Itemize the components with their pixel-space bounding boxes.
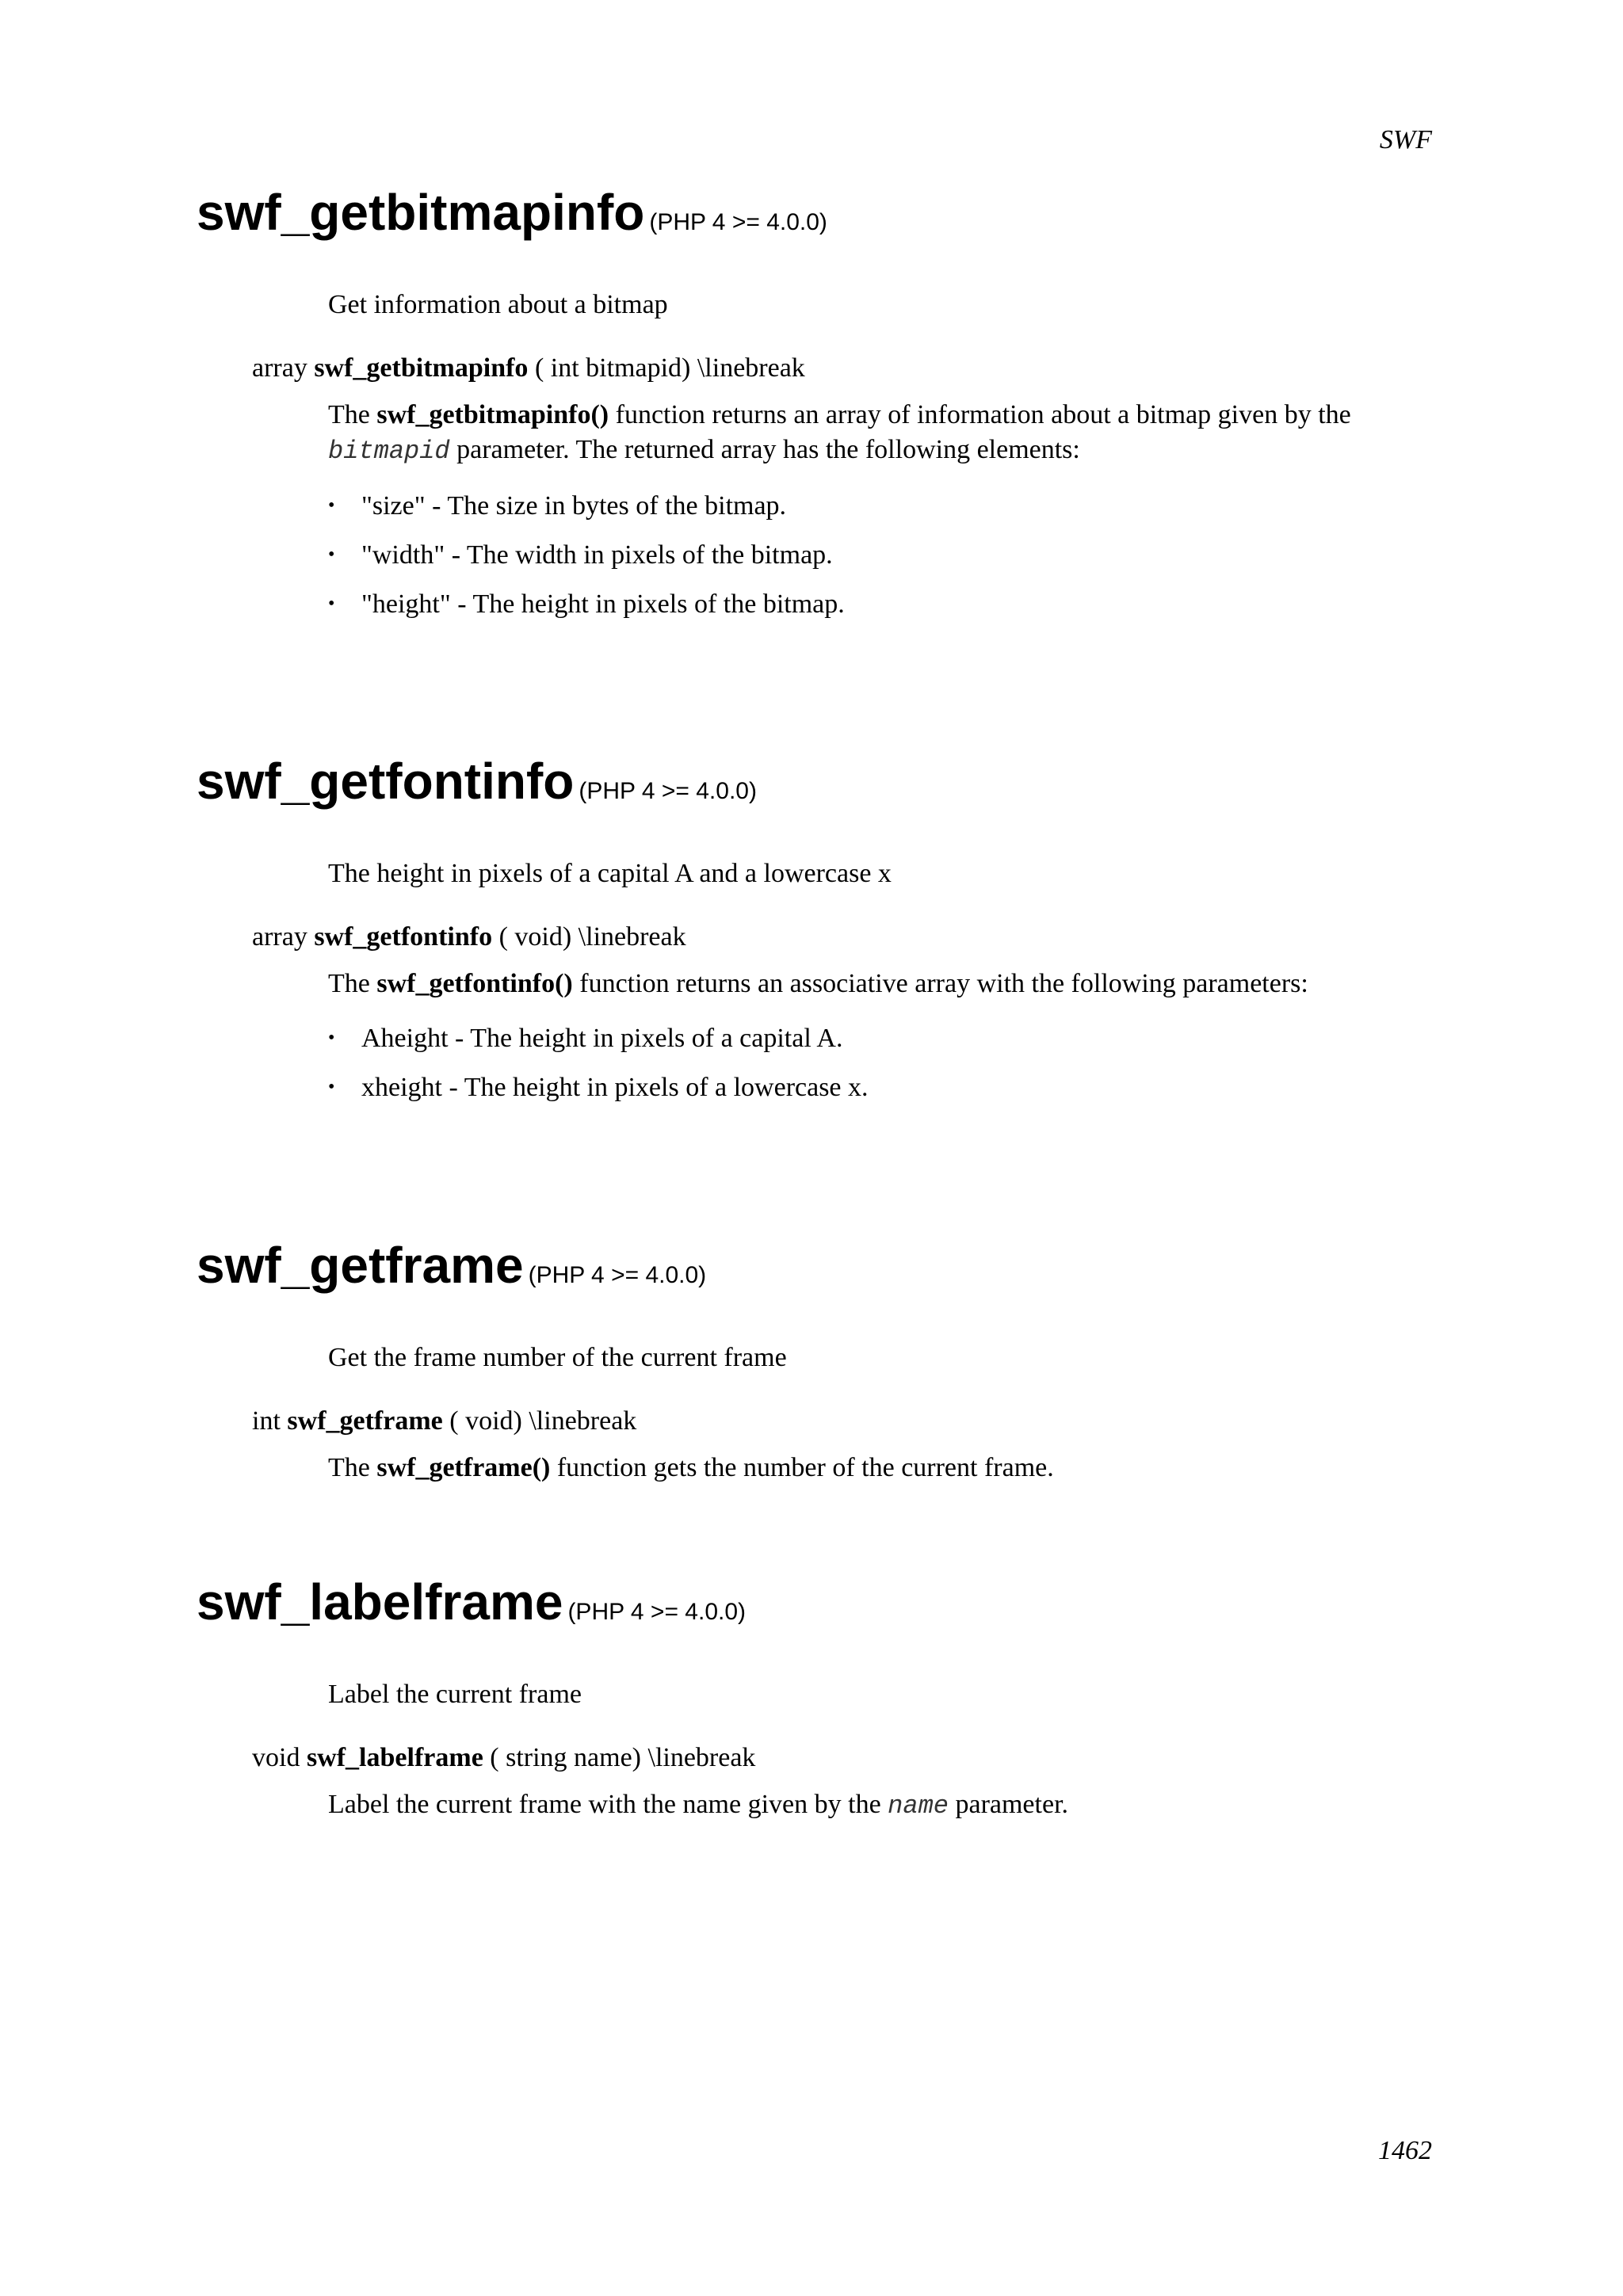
- version-note: (PHP 4 >= 4.0.0): [528, 1262, 707, 1288]
- purpose-text: The height in pixels of a capital A and a lowercase x: [328, 859, 892, 888]
- desc-function: swf_getframe(): [376, 1453, 551, 1482]
- synopsis-function: swf_getbitmapinfo: [314, 353, 529, 383]
- return-type: int: [252, 1406, 281, 1436]
- purpose-text: Get the frame number of the current frame: [328, 1343, 787, 1372]
- list-item: • xheight - The height in pixels of a lowercase x.: [328, 1074, 869, 1101]
- return-type: array: [252, 922, 307, 952]
- list-item: • "width" - The width in pixels of the bitmap.: [328, 542, 845, 569]
- desc-function: swf_getbitmapinfo(): [376, 400, 609, 429]
- function-synopsis: [252, 924, 686, 951]
- entry-swf-getbitmapinfo: [197, 184, 1433, 619]
- purpose-text: Get information about a bitmap: [328, 290, 668, 319]
- function-name: swf_labelframe: [197, 1573, 563, 1630]
- description: [328, 1451, 1438, 1486]
- desc-pre: The: [328, 969, 377, 998]
- list-item: • Aheight - The height in pixels of a capital A.: [328, 1025, 869, 1052]
- desc-post: function returns an associative array with the following parameters:: [572, 969, 1308, 998]
- return-type: array: [252, 353, 307, 383]
- entry-title: [197, 753, 1433, 810]
- entry-title: [197, 1573, 1433, 1630]
- desc-pre: The: [328, 1453, 377, 1482]
- synopsis-params: ( void) \linebreak: [449, 1406, 637, 1436]
- synopsis-function: swf_labelframe: [306, 1743, 483, 1772]
- description: [328, 1787, 1438, 1824]
- function-synopsis: [252, 1745, 755, 1772]
- function-name: swf_getfontinfo: [197, 753, 575, 810]
- list-item: • "height" - The height in pixels of the bitmap.: [328, 591, 845, 618]
- function-synopsis: [252, 355, 805, 382]
- running-header: SWF: [1379, 125, 1432, 154]
- list-item: • "size" - The size in bytes of the bitmap.: [328, 493, 845, 520]
- description: [328, 398, 1438, 469]
- function-name: swf_getbitmapinfo: [197, 184, 645, 241]
- desc-post: function gets the number of the current frame.: [550, 1453, 1054, 1482]
- function-name: swf_getframe: [197, 1237, 524, 1294]
- entry-swf-labelframe: [197, 1573, 1433, 1821]
- purpose-text: Label the current frame: [328, 1680, 582, 1709]
- version-note: (PHP 4 >= 4.0.0): [579, 778, 757, 804]
- entry-swf-getframe: [197, 1237, 1433, 1482]
- synopsis-params: ( void) \linebreak: [498, 922, 686, 952]
- version-note: (PHP 4 >= 4.0.0): [649, 209, 827, 235]
- desc-post: parameter.: [948, 1790, 1069, 1819]
- page-number: 1462: [1378, 2136, 1432, 2165]
- function-synopsis: [252, 1408, 636, 1435]
- synopsis-function: swf_getfontinfo: [314, 922, 493, 952]
- desc-pre: The: [328, 400, 377, 429]
- desc-post: parameter. The returned array has the following elements:: [449, 435, 1080, 464]
- synopsis-params: ( string name) \linebreak: [490, 1743, 756, 1772]
- description: [328, 967, 1438, 1001]
- parameter-list: [328, 1025, 869, 1123]
- synopsis-function: swf_getframe: [287, 1406, 443, 1436]
- desc-pre: Label the current frame with the name given by the: [328, 1790, 888, 1819]
- entry-title: [197, 1237, 1433, 1294]
- entry-title: [197, 184, 1433, 241]
- return-type: void: [252, 1743, 300, 1772]
- element-list: [328, 493, 845, 640]
- version-note: (PHP 4 >= 4.0.0): [567, 1599, 747, 1625]
- entry-swf-getfontinfo: [197, 753, 1433, 1102]
- synopsis-params: ( int bitmapid) \linebreak: [534, 353, 805, 383]
- desc-mid: function returns an array of information about a bitmap given by the: [609, 400, 1351, 429]
- desc-function: swf_getfontinfo(): [376, 969, 573, 998]
- param-name: name: [888, 1791, 949, 1821]
- param-bitmapid: bitmapid: [328, 437, 450, 466]
